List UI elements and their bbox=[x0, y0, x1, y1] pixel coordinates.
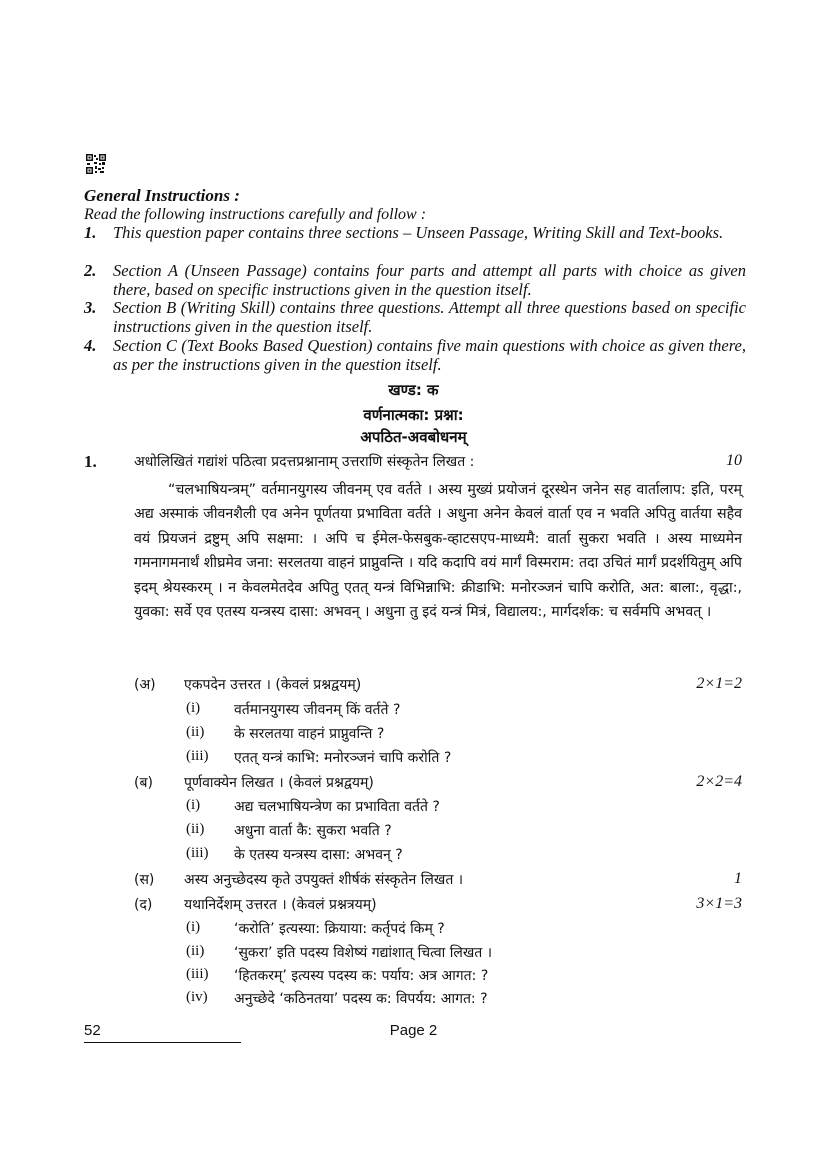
part-marks: 1 bbox=[734, 870, 742, 887]
item-number: (iii) bbox=[186, 845, 209, 861]
part-instruction: पूर्णवाक्येन लिखत । (केवलं प्रश्नद्वयम्) bbox=[184, 775, 374, 791]
instruction-item bbox=[84, 224, 746, 243]
part-instruction: एकपदेन उत्तरत । (केवलं प्रश्नद्वयम्) bbox=[184, 677, 362, 693]
page-number: Page 2 bbox=[389, 1022, 438, 1039]
footer-rule bbox=[84, 1042, 241, 1043]
general-instructions-title: General Instructions : bbox=[84, 186, 240, 205]
part-marks: 3×1=3 bbox=[696, 895, 742, 912]
paper-code: 52 bbox=[84, 1022, 101, 1039]
item-text: वर्तमानयुगस्य जीवनम् किं वर्तते ? bbox=[234, 702, 401, 718]
item-number: (ii) bbox=[186, 724, 205, 740]
item-text: ‘सुकरा’ इति पदस्य विशेष्यं गद्यांशात् चित्वा लिखत । bbox=[234, 945, 493, 961]
item-number: (i) bbox=[186, 919, 201, 935]
item-number: (i) bbox=[186, 797, 201, 813]
item-number: (i) bbox=[186, 700, 201, 716]
item-text: एतत् यन्त्रं काभि: मनोरञ्जनं चापि करोति ? bbox=[234, 750, 452, 766]
part-label: (स) bbox=[134, 872, 155, 888]
instruction-text: Section C (Text Books Based Question) contains five main questions with choice as given there, as per the instructions given in the question itself. bbox=[113, 336, 746, 374]
part-instruction: यथानिर्देशम् उत्तरत । (केवलं प्रश्नत्रयम्) bbox=[184, 897, 377, 913]
instruction-number: 1. bbox=[84, 223, 97, 242]
instruction-text: Section B (Writing Skill) contains three questions. Attempt all three questions based on specific instructions given in the question itself. bbox=[113, 298, 746, 336]
part-instruction: अस्य अनुच्छेदस्य कृते उपयुक्तं शीर्षकं संस्कृतेन लिखत । bbox=[184, 872, 464, 888]
section-heading: खण्ड: क bbox=[388, 381, 439, 399]
qr-code-icon bbox=[86, 154, 106, 174]
part-label: (द) bbox=[134, 897, 153, 913]
section-subheading: अपठित-अवबोधनम् bbox=[360, 428, 467, 446]
part-label: (ब) bbox=[134, 775, 153, 791]
part-marks: 2×1=2 bbox=[696, 675, 742, 692]
general-instructions-intro: Read the following instructions carefully and follow : bbox=[84, 206, 427, 223]
item-text: अनुच्छेदे ‘कठिनतया’ पदस्य क: विपर्यय: आगत: ? bbox=[234, 991, 488, 1007]
item-number: (ii) bbox=[186, 821, 205, 837]
item-number: (ii) bbox=[186, 943, 205, 959]
section-subheading: वर्णनात्मका: प्रश्ना: bbox=[363, 406, 464, 424]
instruction-number: 2. bbox=[84, 261, 97, 280]
part-marks: 2×2=4 bbox=[696, 773, 742, 790]
instruction-text: Section A (Unseen Passage) contains four parts and attempt all parts with choice as given there, based on specific instructions given in the question itself. bbox=[113, 261, 746, 299]
item-number: (iv) bbox=[186, 989, 208, 1005]
question-number: 1. bbox=[84, 452, 97, 471]
unseen-passage bbox=[134, 478, 742, 624]
part-label: (अ) bbox=[134, 677, 156, 693]
item-text: अद्य चलभाषियन्त्रेण का प्रभाविता वर्तते ? bbox=[234, 799, 440, 815]
instruction-item bbox=[84, 337, 746, 374]
item-number: (iii) bbox=[186, 748, 209, 764]
instruction-number: 4. bbox=[84, 336, 97, 355]
instruction-number: 3. bbox=[84, 298, 97, 317]
item-text: के एतस्य यन्त्रस्य दासा: अभवन् ? bbox=[234, 847, 403, 863]
instruction-text: This question paper contains three sections – Unseen Passage, Writing Skill and Text-books. bbox=[113, 223, 724, 242]
instruction-item bbox=[84, 262, 746, 299]
item-text: ‘हितकरम्’ इत्यस्य पदस्य क: पर्याय: अत्र आगत: ? bbox=[234, 968, 489, 984]
instruction-item bbox=[84, 299, 746, 336]
question-marks: 10 bbox=[726, 452, 742, 469]
passage-text: “चलभाषियन्त्रम्” वर्तमानयुगस्य जीवनम् एव वर्तते । अस्य मुख्यं प्रयोजनं दूरस्थेन जनेन सह वार्तालाप: इति, परम् अद्य अस्माकं जीवनशैली एव अनेन पूर्णतया प्रभाविता वर्तते । अधुना अनेन केवलं वार्ता एव न भवति अपितु वार्तया सहैव वयं प्रियजनं द्रष्टुम् अपि सक्षमा: । अपि च ईमेल-फेसबुक-व्हाटसएप-माध्यमै: वार्ता सुकरा भवति । अस्य माध्यमेन गमनागमनार्थं शीघ्रमेव जना: सरलतया वाहनं प्राप्नुवन्ति । यदि कदापि वयं मार्गं विस्मराम: तदा उचितं मार्गं प्रदर्शयितुम् अपि इदम् श्रेयस्करम् । न केवलमेतदेव अपितु एतत् यन्त्रं विभिन्नाभि: क्रीडाभि: मनोरञ्जनं चापि करोति, अत: बाला:, वृद्धा:, युवका: सर्वे एव एतस्य यन्त्रस्य दासा: अभवन् । अधुना तु इदं यन्त्रं मित्रं, विद्यालय:, मार्गदर्शक: च सर्वमपि अभवत् । bbox=[134, 482, 742, 621]
item-number: (iii) bbox=[186, 966, 209, 982]
item-text: अधुना वार्ता कै: सुकरा भवति ? bbox=[234, 823, 392, 839]
question-text: अधोलिखितं गद्यांशं पठित्वा प्रदत्तप्रश्नानाम् उत्तराणि संस्कृतेन लिखत : bbox=[134, 454, 475, 470]
item-text: के सरलतया वाहनं प्राप्नुवन्ति ? bbox=[234, 726, 385, 742]
item-text: ‘करोति’ इत्यस्या: क्रियाया: कर्तृपदं किम् ? bbox=[234, 921, 445, 937]
